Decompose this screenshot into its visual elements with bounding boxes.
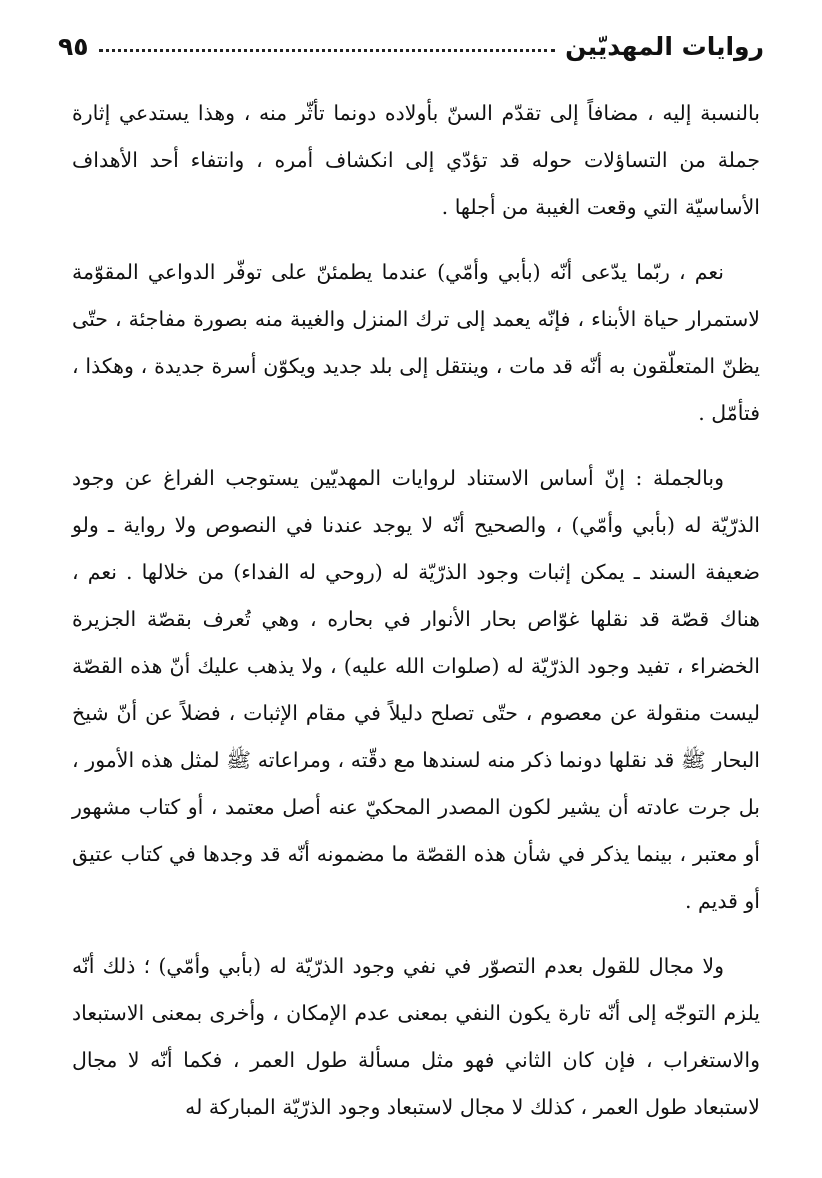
page-header [58,26,764,66]
page-number: ٩٥ [58,31,89,61]
body-text [72,90,760,1149]
dotted-leader [99,49,556,52]
paragraph: نعم ، ربّما يدّعى أنّه (بأبي وأمّي) عندما يطمئنّ على توفّر الدواعي المقوّمة لاستمرار حياة الأبناء ، فإنّه يعمد إلى ترك المنزل والغيبة منه بصورة مفاجئة ، حتّى يظنّ المتعلّقون به أنّه قد مات ، وينتقل إلى بلد جديد ويكوّن أسرة جديدة ، وهكذا ، فتأمّل . [72,260,760,425]
paragraph: وبالجملة : إنّ أساس الاستناد لروايات المهديّين يستوجب الفراغ عن وجود الذرّيّة له (بأبي وأمّي) ، والصحيح أنّه لا يوجد عندنا في النصوص ولا رواية ـ ولو ضعيفة السند ـ يمكن إثبات وجود الذرّيّة له (روحي له الفداء) من خلالها . نعم ، هناك قصّة قد نقلها غوّاص بحار الأنوار في بحاره ، وهي تُعرف بقصّة الجزيرة الخضراء ، تفيد وجود الذرّيّة له (صلوات الله عليه) ، ولا يذهب عليك أنّ هذه القصّة ليست منقولة عن معصوم ، حتّى تصلح دليلاً في مقام الإثبات ، فضلاً عن أنّ شيخ البحار ﷺ قد نقلها دونما ذكر منه لسندها مع دقّته ، ومراعاته ﷺ لمثل هذه الأمور ، بل جرت عادته أن يشير لكون المصدر المحكيّ عنه أصل معتمد ، أو كتاب مشهور أو معتبر ، بينما يذكر في شأن هذه القصّة ما مضمونه أنّه قد وجدها في كتاب عتيق أو قديم . [72,466,760,913]
paragraph: بالنسبة إليه ، مضافاً إلى تقدّم السنّ بأولاده دونما تأثّر منه ، وهذا يستدعي إثارة جملة من التساؤلات حوله قد تؤدّي إلى انكشاف أمره ، وانتفاء أحد الأهداف الأساسيّة التي وقعت الغيبة من أجلها . [72,101,760,219]
running-title: روايات المهديّين [565,31,764,61]
paragraph: ولا مجال للقول بعدم التصوّر في نفي وجود الذرّيّة له (بأبي وأمّي) ؛ ذلك أنّه يلزم التوجّه إلى أنّه تارة يكون النفي بمعنى عدم الإمكان ، وأخرى بمعنى الاستبعاد والاستغراب ، فإن كان الثاني فهو مثل مسألة طول العمر ، فكما أنّه لا مجال لاستبعاد طول العمر ، كذلك لا مجال لاستبعاد وجود الذرّيّة المباركة له [72,954,760,1119]
